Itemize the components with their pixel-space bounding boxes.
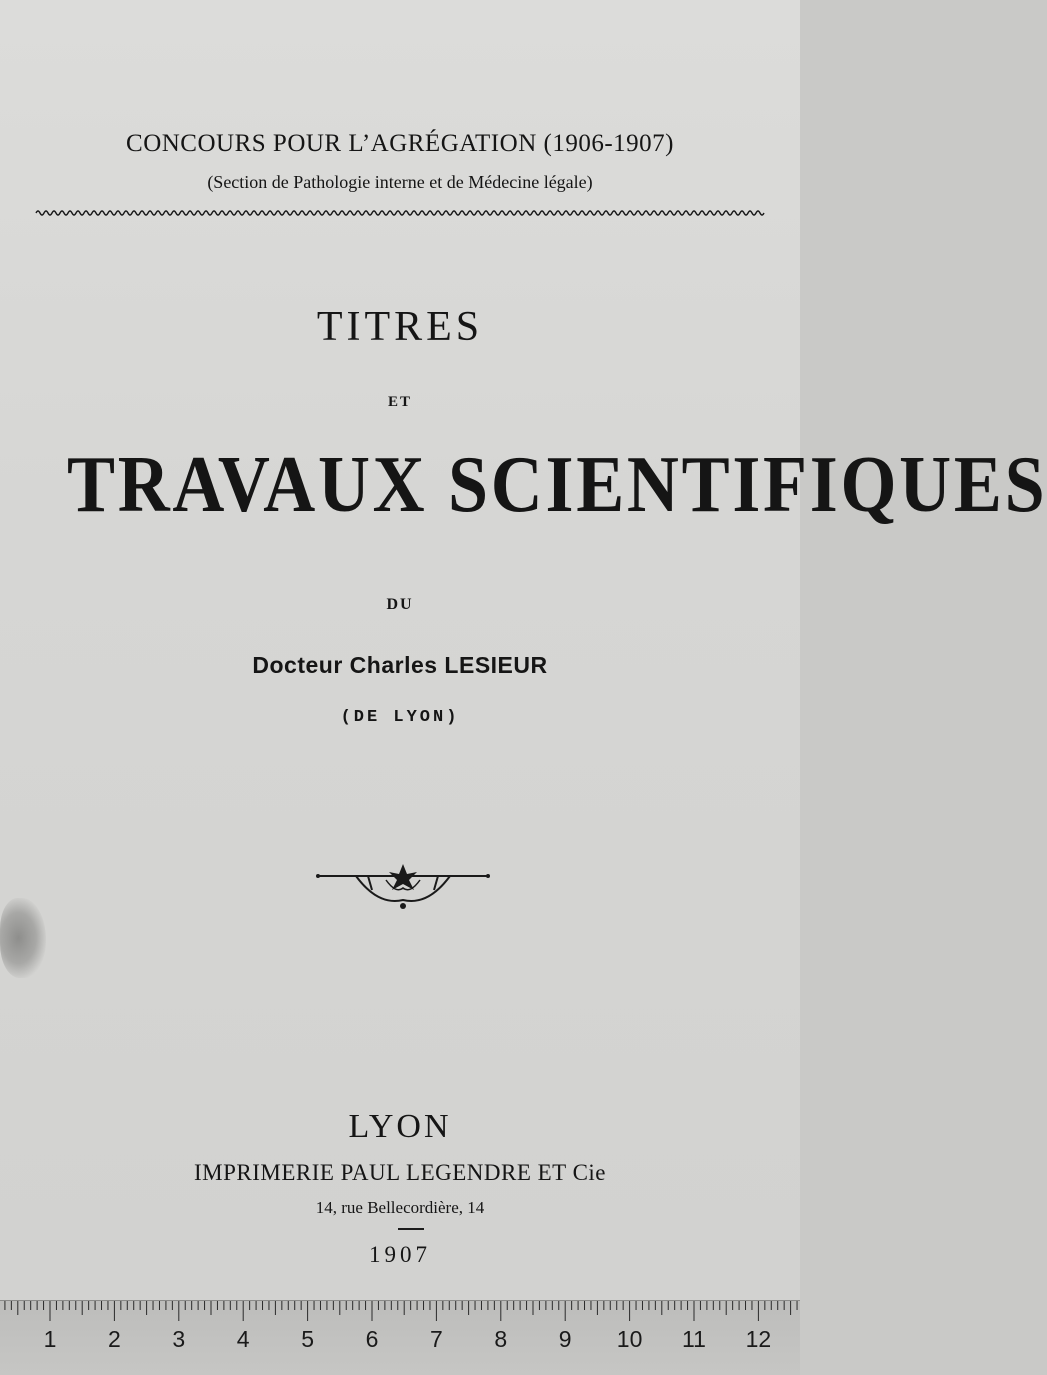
ruler-label: 2: [107, 1326, 121, 1352]
imprint-city: LYON: [348, 1108, 452, 1145]
ruler-label: 4: [236, 1326, 250, 1352]
fleuron-ornament: [316, 860, 490, 914]
title-connector: ET: [387, 394, 412, 410]
ruler-label: 5: [301, 1326, 314, 1352]
wavy-rule: [36, 206, 760, 220]
ruler-label: 7: [429, 1326, 443, 1352]
title-line-2: TRAVAUX SCIENTIFIQUES: [67, 441, 1047, 529]
author-name: Docteur Charles LESIEUR: [252, 652, 548, 678]
author-origin: (DE LYON): [340, 708, 460, 727]
ruler-label: 6: [365, 1326, 379, 1352]
ruler-label: 1: [43, 1326, 57, 1352]
title-line-1: TITRES: [316, 304, 484, 350]
ruler-label: 8: [494, 1326, 508, 1352]
section-subheading: (Section de Pathologie interne et de Médecine légale): [207, 172, 593, 192]
ruler-label: 11: [682, 1326, 706, 1352]
contest-heading: CONCOURS POUR L’AGRÉGATION (1906-1907): [126, 130, 674, 157]
paper-stain: [0, 898, 46, 978]
ruler-label: 12: [745, 1326, 772, 1352]
imprint-year: 1907: [369, 1242, 431, 1267]
author-prefix: DU: [386, 596, 414, 613]
ruler-label: 9: [558, 1326, 572, 1352]
ruler-label: 10: [616, 1326, 643, 1352]
imprint-dash: [398, 1228, 424, 1230]
imprint-address: 14, rue Bellecordière, 14: [315, 1198, 485, 1217]
imprint-printer: IMPRIMERIE PAUL LEGENDRE ET Cie: [193, 1160, 607, 1185]
ruler-label: 3: [172, 1326, 186, 1352]
